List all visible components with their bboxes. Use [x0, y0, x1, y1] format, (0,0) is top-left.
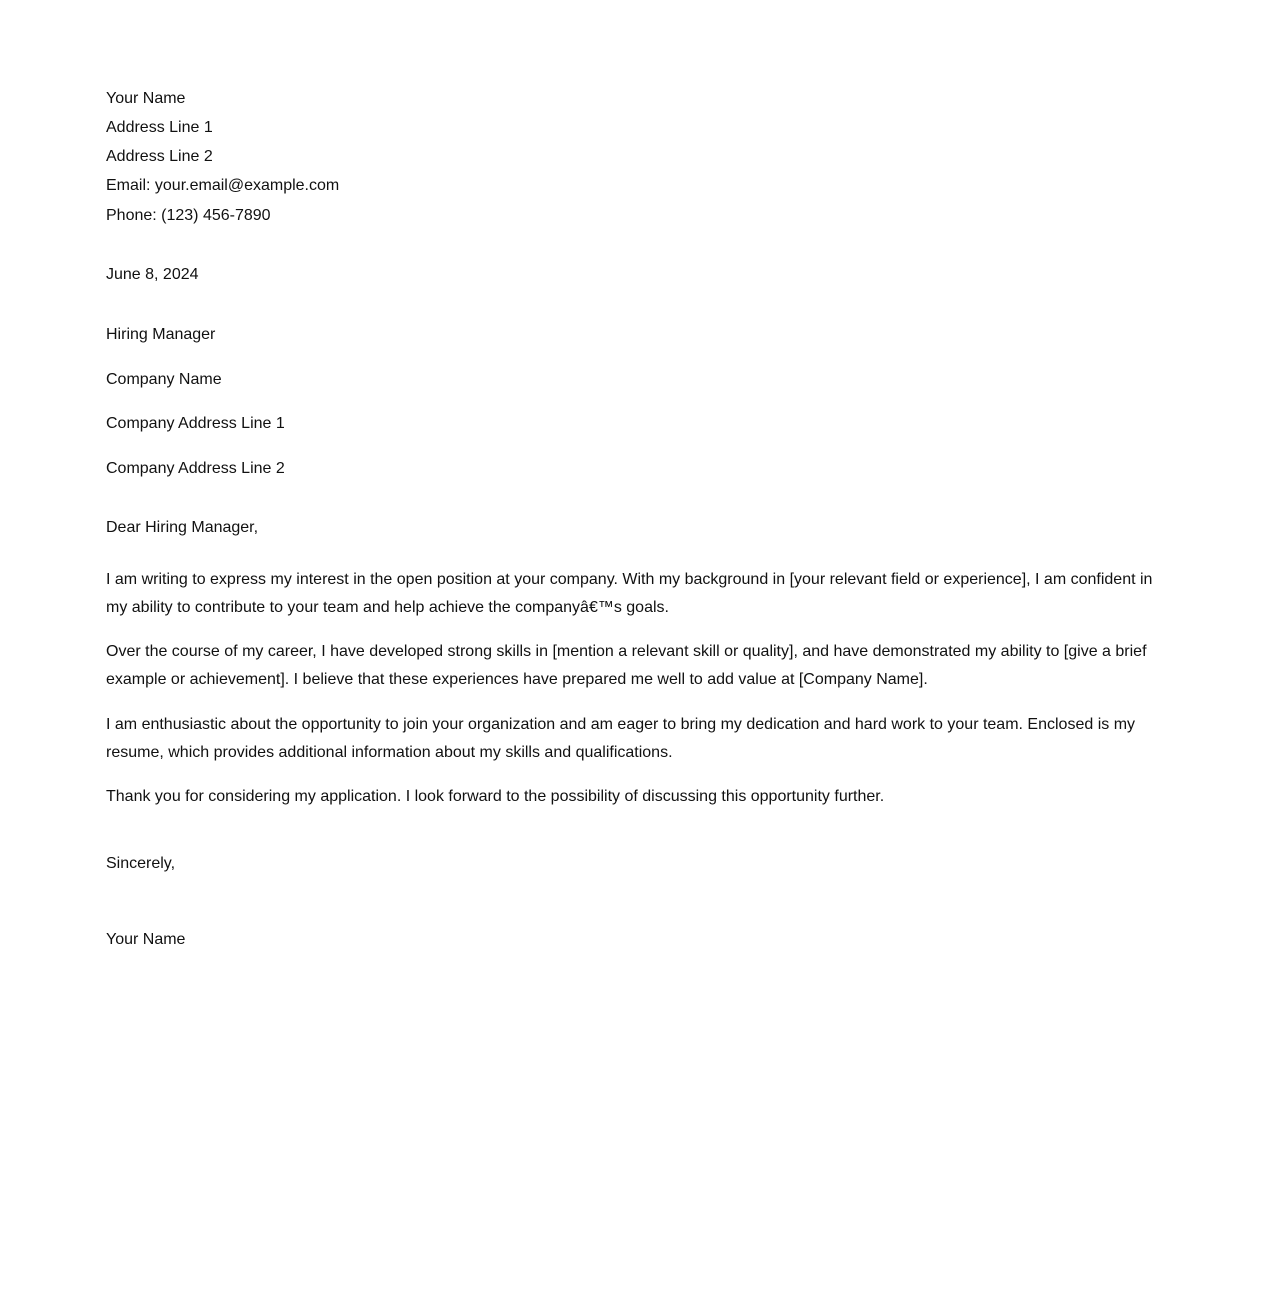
sender-address-line-2: Address Line 2: [106, 148, 213, 165]
sender-name: Your Name: [106, 90, 186, 107]
salutation: Dear Hiring Manager,: [106, 519, 259, 536]
recipient-address-line-1: Company Address Line 1: [106, 415, 285, 432]
letter-date: June 8, 2024: [106, 266, 199, 283]
recipient-address-line-2: Company Address Line 2: [106, 460, 285, 477]
body-paragraph: I am enthusiastic about the opportunity to join your organization and am eager to bring my dedication and hard work to your team. Enclosed is my resume, which provides additional information about my skills and qualifications.: [106, 716, 1136, 761]
recipient-title: Hiring Manager: [106, 326, 216, 343]
sender-address-line-1: Address Line 1: [106, 119, 213, 136]
sender-email: Email: your.email@example.com: [106, 177, 340, 194]
body-paragraph: Thank you for considering my application. I look forward to the possibility of discussing this opportunity further.: [106, 788, 885, 805]
sender-phone: Phone: (123) 456-7890: [106, 207, 271, 224]
body-paragraph: Over the course of my career, I have developed strong skills in [mention a relevant skill or quality], and have demonstrated my ability to [give a brief example or achievement]. I believe that these experiences have prepared me well to add value at [Company Name].: [106, 643, 1147, 688]
signature: Your Name: [106, 931, 186, 948]
recipient-company: Company Name: [106, 371, 222, 388]
closing: Sincerely,: [106, 855, 176, 872]
body-paragraph: I am writing to express my interest in the open position at your company. With my background in [your relevant field or experience], I am confident in my ability to contribute to your team and help achieve the companyâ€™s goals.: [106, 571, 1153, 616]
